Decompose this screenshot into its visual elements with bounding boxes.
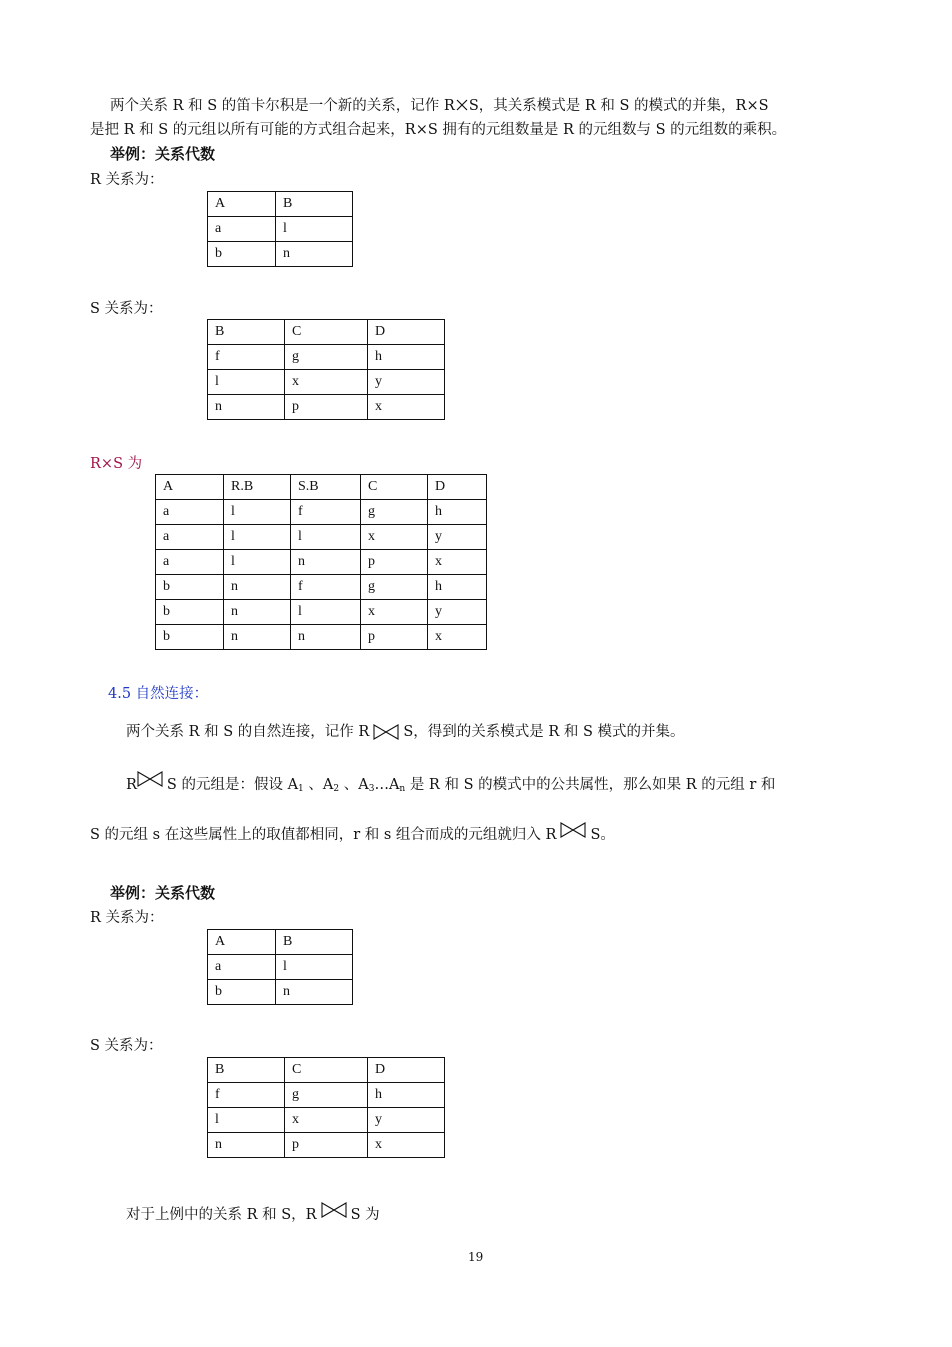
table-header-cell: B — [208, 1058, 285, 1083]
table-header-row — [156, 475, 487, 500]
table-header-cell: D — [368, 1058, 445, 1083]
table-header-cell: R.B — [224, 475, 291, 500]
table-cell: n — [276, 242, 353, 267]
table-cell: n — [224, 600, 291, 625]
table-cell: l — [276, 217, 353, 242]
table-cell: x — [361, 600, 428, 625]
table-cell: y — [428, 600, 487, 625]
example2-s-label: S 关系为： — [90, 1038, 163, 1054]
example1-heading: 举例：关系代数 — [110, 145, 216, 163]
example2-r-label: R 关系为： — [90, 910, 164, 926]
intro-line-1: 两个关系 R 和 S 的笛卡尔积是一个新的关系，记作 R S，其关系模式是 R 和 S 的模式的并集，R×S — [110, 98, 769, 114]
table-cell: p — [361, 625, 428, 650]
example2-heading: 举例：关系代数 — [110, 884, 216, 902]
table-cell: l — [224, 550, 291, 575]
table-row — [156, 500, 487, 525]
example2-closing: 对于上例中的关系 R 和 S，R S 为 — [126, 1202, 380, 1224]
table-cell: f — [208, 345, 285, 370]
table-cell: b — [208, 980, 276, 1005]
table-cell: l — [208, 1108, 285, 1133]
section-paragraph-3: S 的元组 s 在这些属性上的取值都相同，r 和 s 组合而成的元组就归入 R S。 — [90, 822, 615, 844]
table-row — [208, 1133, 445, 1158]
table-cell: f — [291, 575, 361, 600]
table-header-row — [208, 930, 353, 955]
example1-r-label: R 关系为： — [90, 172, 164, 188]
table-cell: n — [208, 395, 285, 420]
table-cell: n — [208, 1133, 285, 1158]
table-cell: a — [156, 550, 224, 575]
table-cell: y — [368, 1108, 445, 1133]
bowtie-join-icon — [137, 771, 163, 787]
table-header-cell: D — [428, 475, 487, 500]
table-cell: l — [224, 500, 291, 525]
table-cell: x — [368, 395, 445, 420]
example2-s-table — [207, 1057, 445, 1158]
table-cell: h — [428, 575, 487, 600]
table-row — [208, 217, 353, 242]
example2-r-table — [207, 929, 353, 1005]
table-cell: n — [291, 550, 361, 575]
table-cell: l — [224, 525, 291, 550]
table-cell: h — [428, 500, 487, 525]
table-cell: l — [291, 600, 361, 625]
table-cell: x — [285, 370, 368, 395]
table-cell: x — [428, 550, 487, 575]
table-header-cell: S.B — [291, 475, 361, 500]
table-header-cell: B — [276, 192, 353, 217]
table-cell: f — [208, 1083, 285, 1108]
example1-r-table — [207, 191, 353, 267]
table-row — [156, 625, 487, 650]
table-cell: x — [285, 1108, 368, 1133]
table-cell: y — [428, 525, 487, 550]
section-paragraph-1: 两个关系 R 和 S 的自然连接，记作 R S，得到的关系模式是 R 和 S 模式的并集。 — [126, 724, 685, 740]
table-header-cell: A — [208, 192, 276, 217]
table-header-cell: C — [361, 475, 428, 500]
table-cell: l — [208, 370, 285, 395]
table-cell: g — [361, 500, 428, 525]
table-cell: b — [156, 625, 224, 650]
table-cell: b — [156, 600, 224, 625]
example1-s-label: S 关系为： — [90, 301, 163, 317]
example1-s-table — [207, 319, 445, 420]
times-icon — [456, 99, 468, 111]
table-cell: f — [291, 500, 361, 525]
table-row — [208, 980, 353, 1005]
table-cell: b — [208, 242, 276, 267]
table-row — [208, 370, 445, 395]
table-cell: a — [156, 525, 224, 550]
table-cell: n — [276, 980, 353, 1005]
table-header-cell: B — [208, 320, 285, 345]
table-row — [208, 955, 353, 980]
bowtie-join-icon — [560, 822, 586, 838]
table-cell: g — [361, 575, 428, 600]
table-cell: l — [276, 955, 353, 980]
page-number: 19 — [468, 1250, 484, 1264]
table-row — [156, 600, 487, 625]
table-header-row — [208, 320, 445, 345]
table-header-row — [208, 192, 353, 217]
table-cell: l — [291, 525, 361, 550]
table-header-row — [208, 1058, 445, 1083]
table-cell: n — [224, 575, 291, 600]
table-cell: g — [285, 1083, 368, 1108]
table-cell: p — [285, 395, 368, 420]
table-cell: a — [156, 500, 224, 525]
table-header-cell: B — [276, 930, 353, 955]
bowtie-join-icon — [373, 724, 399, 740]
table-cell: h — [368, 1083, 445, 1108]
intro-line-2: 是把 R 和 S 的元组以所有可能的方式组合起来，R×S 拥有的元组数量是 R 的元组数与 S 的元组数的乘积。 — [90, 122, 787, 138]
table-row — [156, 525, 487, 550]
table-header-cell: A — [208, 930, 276, 955]
table-row — [208, 395, 445, 420]
table-header-cell: C — [285, 1058, 368, 1083]
table-header-cell: C — [285, 320, 368, 345]
table-cell: y — [368, 370, 445, 395]
section-heading: 4.5 自然连接： — [108, 686, 209, 702]
table-cell: b — [156, 575, 224, 600]
product-label: R×S 为 — [90, 456, 143, 472]
table-cell: a — [208, 955, 276, 980]
table-cell: x — [428, 625, 487, 650]
table-cell: p — [361, 550, 428, 575]
section-paragraph-2: R S 的元组是：假设 $A_1$ 、$A_2$ 、$A_3\dots A_n$ 是 R 和 S 的模式中的公共属性，那么如果 R 的元组 r 和 — [126, 771, 775, 794]
table-cell: x — [361, 525, 428, 550]
table-row — [156, 550, 487, 575]
table-row — [208, 345, 445, 370]
bowtie-join-icon — [321, 1202, 347, 1218]
table-header-cell: D — [368, 320, 445, 345]
table-cell: h — [368, 345, 445, 370]
product-table — [155, 474, 487, 650]
table-row — [208, 242, 353, 267]
table-cell: x — [368, 1133, 445, 1158]
table-cell: n — [291, 625, 361, 650]
table-header-cell: A — [156, 475, 224, 500]
table-cell: g — [285, 345, 368, 370]
table-row — [208, 1083, 445, 1108]
table-cell: n — [224, 625, 291, 650]
table-row — [156, 575, 487, 600]
table-row — [208, 1108, 445, 1133]
table-cell: a — [208, 217, 276, 242]
table-cell: p — [285, 1133, 368, 1158]
